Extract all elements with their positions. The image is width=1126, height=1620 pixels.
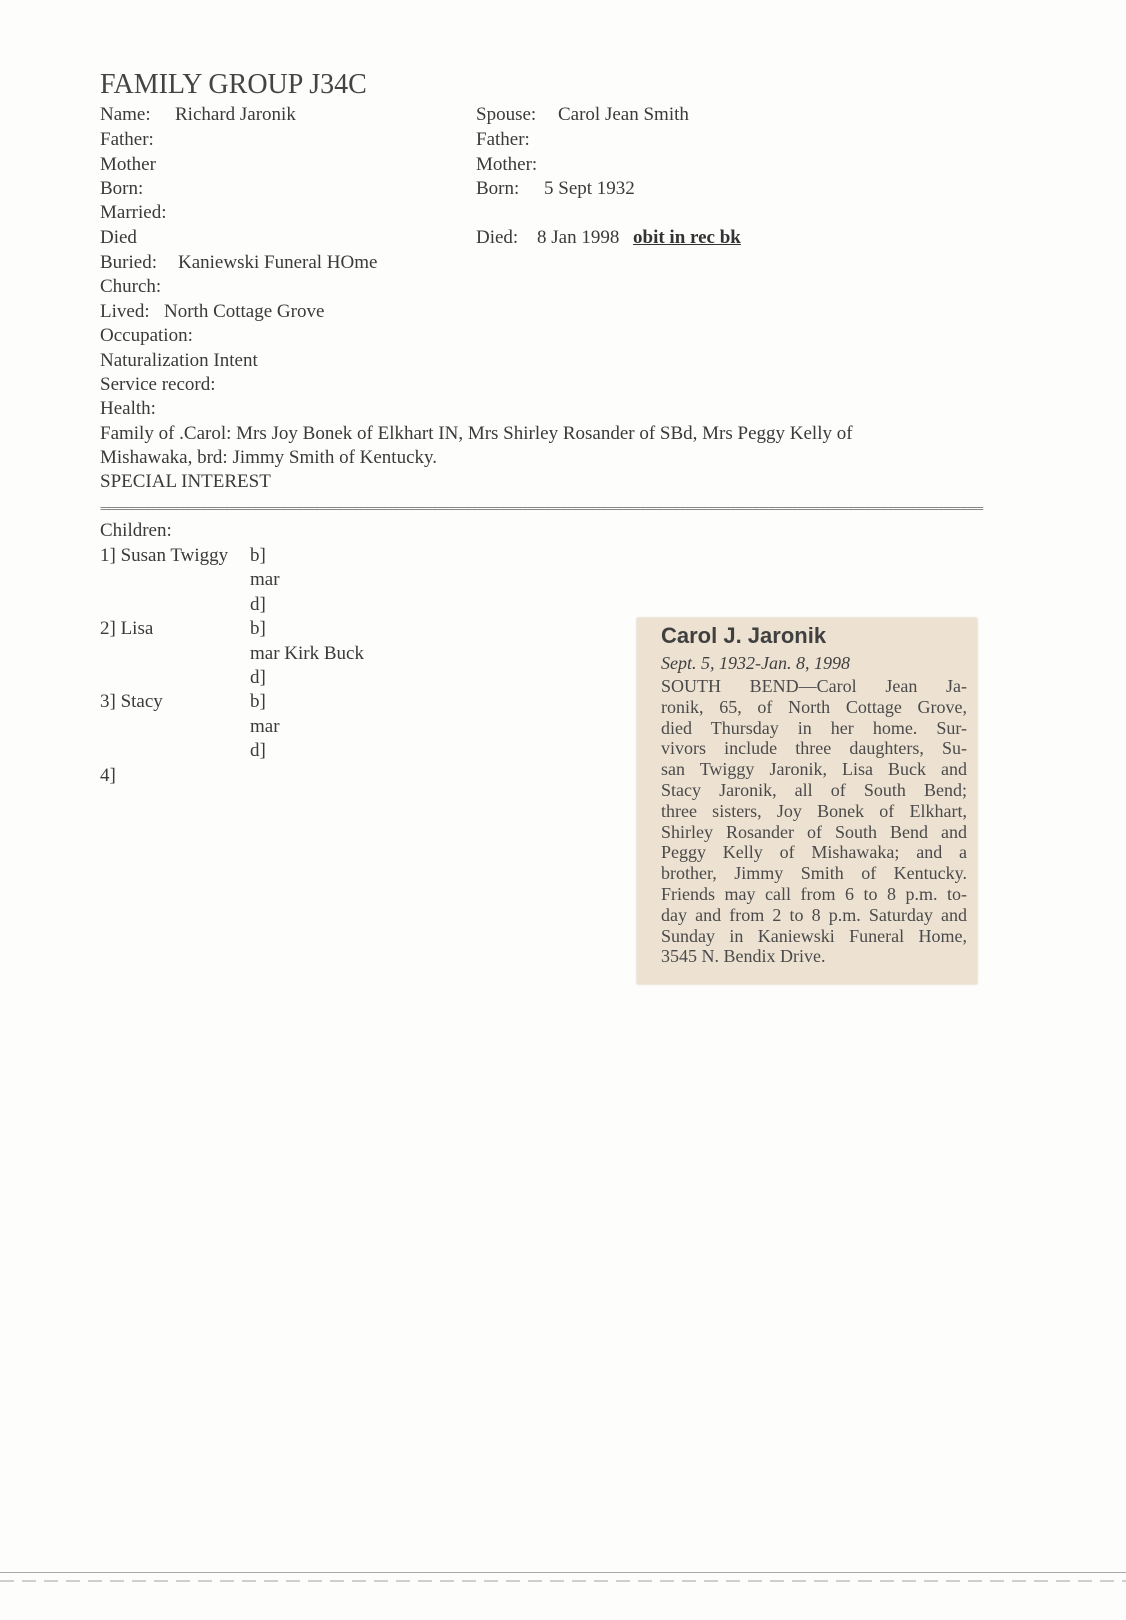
occupation-label: Occupation: xyxy=(100,325,193,346)
father-label: Father: xyxy=(100,129,154,150)
lived-label: Lived: xyxy=(100,301,150,322)
obituary-headline: Carol J. Jaronik xyxy=(661,623,827,648)
naturalization-label: Naturalization Intent xyxy=(100,350,258,371)
health-label: Health: xyxy=(100,398,156,419)
special-interest-label: SPECIAL INTEREST xyxy=(100,471,271,492)
spouse-label: Spouse: xyxy=(476,104,537,125)
child-3-married: mar xyxy=(250,716,280,737)
child-2-died: d] xyxy=(250,667,266,688)
spouse-died-label: Died: xyxy=(476,227,519,248)
obituary-line: Shirley Rosander of South Bend and xyxy=(661,821,967,842)
child-1-born: b] xyxy=(250,545,266,566)
child-1-label: 1] Susan Twiggy xyxy=(100,545,229,566)
obituary-line: brother, Jimmy Smith of Kentucky. xyxy=(661,863,967,884)
child-2-married: mar Kirk Buck xyxy=(250,643,364,664)
spouse-value: Carol Jean Smith xyxy=(558,104,689,125)
died-label: Died xyxy=(100,227,137,248)
born-label: Born: xyxy=(100,178,144,199)
obituary-line: three sisters, Joy Bonek of Elkhart, xyxy=(661,800,967,821)
child-2-label: 2] Lisa xyxy=(100,618,154,639)
obituary-line: 3545 N. Bendix Drive. xyxy=(661,946,826,967)
child-1-died: d] xyxy=(250,594,266,615)
lived-value: North Cottage Grove xyxy=(164,301,325,322)
obituary-line: died Thursday in her home. Sur- xyxy=(661,717,967,738)
obituary-line: san Twiggy Jaronik, Lisa Buck and xyxy=(661,759,967,780)
married-label: Married: xyxy=(100,202,167,223)
child-4-label: 4] xyxy=(100,765,116,786)
name-label: Name: xyxy=(100,104,151,125)
obituary-line: Peggy Kelly of Mishawaka; and a xyxy=(661,842,967,863)
obituary-text xyxy=(661,676,967,967)
children-heading: Children: xyxy=(100,520,172,541)
obituary-line: vivors include three daughters, Su- xyxy=(661,738,967,759)
buried-label: Buried: xyxy=(100,252,157,273)
child-3-born: b] xyxy=(250,691,266,712)
child-1-married: mar xyxy=(250,569,280,590)
obit-link[interactable]: obit in rec bk xyxy=(633,227,741,248)
spouse-father-label: Father: xyxy=(476,129,530,150)
obituary-line: Sunday in Kaniewski Funeral Home, xyxy=(661,925,967,946)
page-title: FAMILY GROUP J34C xyxy=(100,69,367,100)
spouse-mother-label: Mother: xyxy=(476,154,538,175)
child-3-label: 3] Stacy xyxy=(100,691,163,712)
obituary-line: SOUTH BEND—Carol Jean Ja- xyxy=(661,676,967,696)
church-label: Church: xyxy=(100,276,162,297)
page-bottom-rule xyxy=(0,1572,1126,1573)
family-line-2: Mishawaka, brd: Jimmy Smith of Kentucky. xyxy=(100,447,438,468)
page-bottom-dashes xyxy=(0,1580,1126,1582)
spouse-born-label: Born: xyxy=(476,178,520,199)
child-3-died: d] xyxy=(250,740,266,761)
separator-rule: ============================================================================================================================================================= xyxy=(100,503,983,515)
spouse-born-value: 5 Sept 1932 xyxy=(544,178,635,199)
service-record-label: Service record: xyxy=(100,374,216,395)
obituary-line: day and from 2 to 8 p.m. Saturday and xyxy=(661,904,967,925)
mother-label: Mother xyxy=(100,154,156,175)
family-line-1: Family of .Carol: Mrs Joy Bonek of Elkhart IN, Mrs Shirley Rosander of SBd, Mrs Peggy Kelly of xyxy=(100,423,853,444)
obituary-line: ronik, 65, of North Cottage Grove, xyxy=(661,696,967,717)
child-2-born: b] xyxy=(250,618,266,639)
buried-value: Kaniewski Funeral HOme xyxy=(178,252,378,273)
name-value: Richard Jaronik xyxy=(175,104,296,125)
obituary-line: Stacy Jaronik, all of South Bend; xyxy=(661,779,967,800)
obituary-dates: Sept. 5, 1932-Jan. 8, 1998 xyxy=(661,653,850,673)
spouse-died-value: 8 Jan 1998 xyxy=(537,227,620,248)
obituary-clipping xyxy=(637,618,977,984)
obituary-line: Friends may call from 6 to 8 p.m. to- xyxy=(661,883,967,904)
